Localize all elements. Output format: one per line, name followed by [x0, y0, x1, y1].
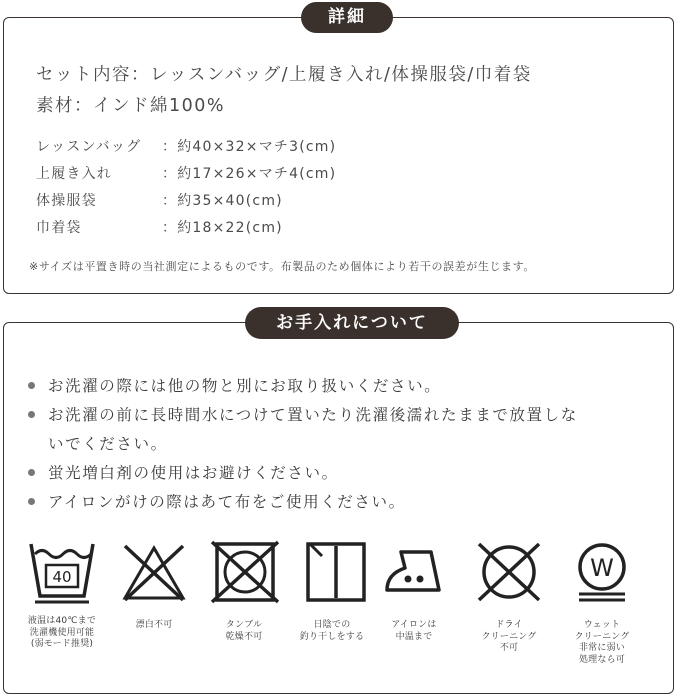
- care-caption: ウェット クリーニング 非常に弱い 処理なら可: [574, 620, 630, 665]
- care-symbol: [112, 540, 196, 632]
- no-bleach-icon: [119, 540, 189, 606]
- size-note: ※サイズは平置き時の当社測定によるものです。布製品のため個体により若干の誤差が生じます。: [29, 260, 535, 273]
- care-caption: 漂白不可: [135, 620, 173, 630]
- care-symbol: [372, 540, 456, 643]
- no-dry-clean-icon: [474, 540, 544, 606]
- shade-line-dry-icon: [297, 540, 367, 606]
- size-label: レッスンバッグ: [36, 139, 142, 155]
- care-symbol: [202, 540, 286, 643]
- details-heading: 詳細: [301, 2, 393, 33]
- care-caption: 液温は40℃まで 洗濯機使用可能 (弱モード推奨): [27, 616, 97, 649]
- bullet-dot: [28, 411, 35, 418]
- care-caption: ドライ クリーニング 不可: [481, 620, 537, 653]
- wash-temp-badge: 40: [52, 568, 72, 586]
- size-value: ：約35×40(cm): [162, 193, 283, 209]
- bullet-dot: [28, 469, 35, 476]
- care-symbol: [467, 540, 551, 655]
- size-value: ：約17×26×マチ4(cm): [162, 166, 337, 182]
- care-symbol: [20, 540, 104, 651]
- care-bullet-text: お洗濯の際には他の物と別にお取り扱いください。: [48, 377, 442, 395]
- care-caption: アイロンは 中温まで: [391, 620, 437, 642]
- size-value: ：約18×22(cm): [162, 220, 283, 236]
- care-symbol: [290, 540, 374, 643]
- size-value: ：約40×32×マチ3(cm): [162, 139, 337, 155]
- care-caption: 日陰での 釣り干しをする: [299, 620, 365, 642]
- iron-medium-icon: [379, 540, 449, 606]
- care-symbol: [560, 540, 644, 666]
- no-tumble-dry-icon: [209, 540, 279, 606]
- set-contents-text: セット内容：レッスンバッグ/上履き入れ/体操服袋/巾着袋: [36, 65, 532, 85]
- care-caption: タンブル 乾燥不可: [225, 620, 263, 642]
- wet-clean-very-gentle-icon: [567, 540, 637, 606]
- size-label: 巾着袋: [36, 220, 82, 236]
- care-heading: お手入れについて: [245, 307, 459, 339]
- care-bullet-text: お洗濯の前に長時間水につけて置いたり洗濯後濡れたままで放置しな: [48, 406, 578, 424]
- size-label: 体操服袋: [36, 193, 97, 209]
- material-text: 素材：インド綿100%: [36, 96, 226, 116]
- care-bullet-text: アイロンがけの際はあて布をご使用ください。: [48, 493, 406, 511]
- bullet-dot: [28, 498, 35, 505]
- size-label: 上履き入れ: [36, 166, 112, 182]
- wet-clean-badge: W: [590, 554, 614, 582]
- care-bullet-text: いでください。: [48, 435, 168, 453]
- wash-40-icon: [27, 540, 97, 606]
- bullet-dot: [28, 382, 35, 389]
- care-bullet-text: 蛍光増白剤の使用はお避けください。: [48, 464, 339, 482]
